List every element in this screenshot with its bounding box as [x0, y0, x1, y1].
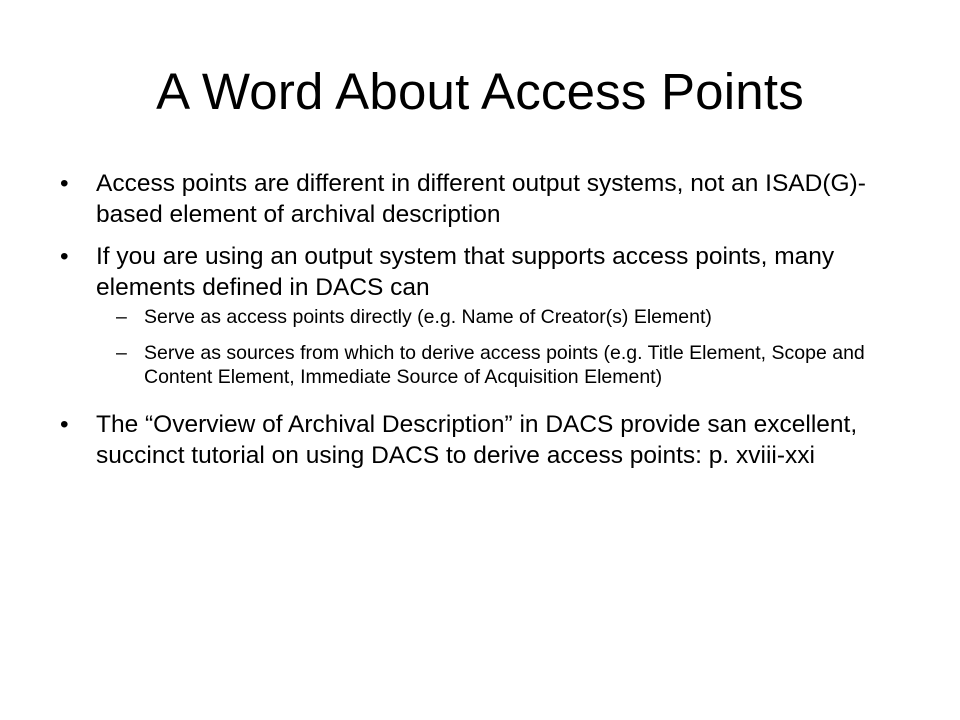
bullet-item: [60, 241, 900, 303]
bullet-text: The “Overview of Archival Description” in DACS provide san excellent, succinct tutorial on using DACS to derive access points: p. xviii-xxi: [96, 411, 858, 469]
sub-bullet-item: [60, 305, 900, 329]
slide-title: A Word About Access Points: [156, 63, 804, 120]
bullet-marker: •: [60, 411, 69, 438]
bullet-marker: •: [60, 170, 69, 197]
sub-bullet-marker: –: [116, 306, 127, 328]
sub-list: [60, 305, 900, 389]
sub-bullet-item: [60, 341, 900, 389]
bullet-text: If you are using an output system that supports access points, many elements defined in DACS can: [96, 243, 835, 301]
bullet-text: Access points are different in different output systems, not an ISAD(G)-based element of archival description: [96, 170, 866, 228]
bullet-item: [60, 409, 900, 471]
sub-bullet-marker: –: [116, 342, 127, 364]
bullet-marker: •: [60, 243, 69, 270]
slide-content: [60, 168, 900, 482]
bullet-item: [60, 168, 900, 230]
sub-bullet-text: Serve as access points directly (e.g. Name of Creator(s) Element): [144, 306, 712, 328]
sub-bullet-text: Serve as sources from which to derive access points (e.g. Title Element, Scope and Content Element, Immediate Source of Acquisition Element): [144, 342, 865, 388]
